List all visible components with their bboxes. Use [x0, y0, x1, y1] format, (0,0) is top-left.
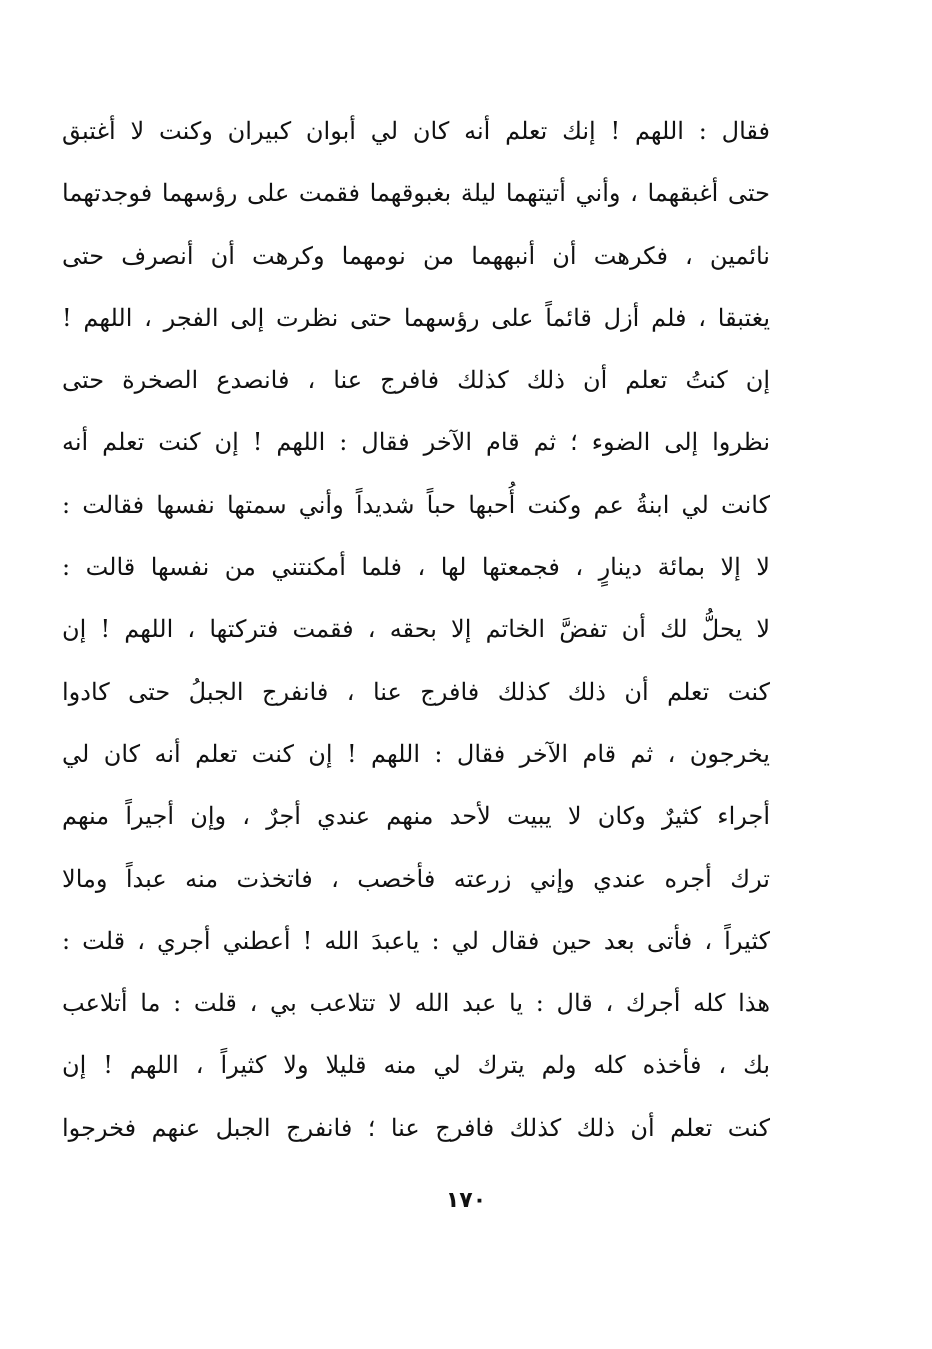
- text-line: نظروا إلى الضوء ؛ ثم قام الآخر فقال : اللهم ! إن كنت تعلم أنه: [62, 428, 770, 457]
- text-line: يخرجون ، ثم قام الآخر فقال : اللهم ! إن كنت تعلم أنه كان لي: [62, 739, 770, 768]
- text-line: ترك أجره عندي وإني زرعته فأخصب ، فاتخذت منه عبداً ومالا: [62, 864, 770, 893]
- text-line: بك ، فأخذه كله ولم يترك لي منه قليلا ولا كثيراً ، اللهم ! إن: [62, 1051, 770, 1080]
- text-line: نائمين ، فكرهت أن أنبههما من نومهما وكرهت أن أنصرف حتى: [62, 241, 770, 270]
- body-text: [62, 100, 770, 1159]
- text-line: لا إلا بمائة دينارٍ ، فجمعتها لها ، فلما أمكنتني من نفسها قالت :: [62, 553, 770, 582]
- text-line: إن كنتُ تعلم أن ذلك كذلك فافرج عنا ، فانصدع الصخرة حتى: [62, 366, 770, 395]
- text-line: حتى أغبقهما ، وأني أتيتهما ليلة بغبوقهما فقمت على رؤسهما فوجدتهما: [62, 179, 770, 208]
- text-line: كانت لي ابنةُ عم وكنت أُحبها حباً شديداً وأني سمتها نفسها فقالت :: [62, 490, 770, 519]
- text-line: لا يحلُّ لك أن تفضَّ الخاتم إلا بحقه ، فقمت فتركتها ، اللهم ! إن: [62, 615, 770, 644]
- text-line: أجراء كثيرٌ وكان لا يبيت لأحد منهم عندي أجرٌ ، وإن أجيراً منهم: [62, 802, 770, 831]
- text-line: كنت تعلم أن ذلك كذلك فافرج عنا ، فانفرج الجبلُ حتى كادوا: [62, 677, 770, 706]
- page-number: ١٧٠: [445, 1188, 487, 1213]
- text-line: هذا كله أجرك ، قال : يا عبد الله لا تتلاعب بي ، قلت : ما أتلاعب: [62, 989, 770, 1018]
- text-line: فقال : اللهم ! إنك تعلم أنه كان لي أبوان كبيران وكنت لا أغتبق: [62, 117, 770, 145]
- text-line: يغتبقا ، فلم أزل قائماً على رؤسهما حتى نظرت إلى الفجر ، اللهم !: [62, 303, 770, 332]
- text-line: كثيراً ، فأتى بعد حين فقال لي : ياعبدَ الله ! أعطني أجري ، قلت :: [62, 926, 770, 955]
- text-line: كنت تعلم أن ذلك كذلك فافرج عنا ؛ فانفرج الجبل عنهم فخرجوا: [62, 1113, 770, 1142]
